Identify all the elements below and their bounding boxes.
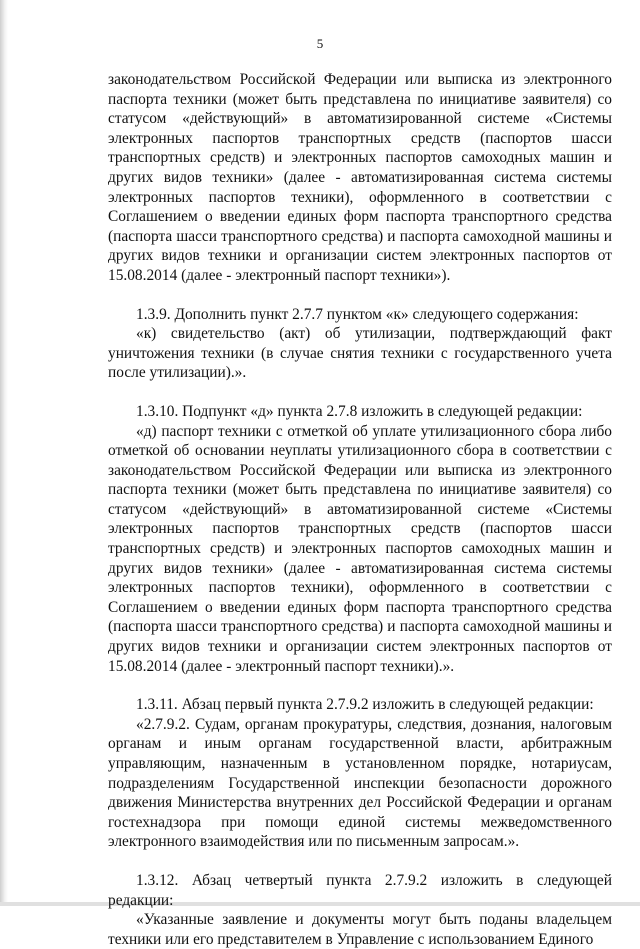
clause-1-3-11-text: «2.7.9.2. Судам, органам прокуратуры, следствия, дознания, налоговым органам и иным органам государственной власти, арбитражным управляющим, назначенным в установленном порядке, нотариусам, подразделениям Государственной инспекции безопасности дорожного движения Министерства внутренних дел Российской Федерации и органам гостехнадзора при помощи единой системы межведомственного электронного взаимодействия или по письменным запросам.». bbox=[108, 715, 612, 851]
clause-1-3-11-heading: 1.3.11. Абзац первый пункта 2.7.9.2 изложить в следующей редакции: bbox=[136, 696, 594, 714]
document-body bbox=[108, 70, 612, 949]
clause-1-3-12-text: «Указанные заявление и документы могут быть поданы владельцем техники или его представителем в Управление с использованием Единого bbox=[108, 911, 612, 948]
clause-1-3-10-text: «д) паспорт техники с отметкой об уплате утилизационного сбора либо отметкой об основании неуплаты утилизационного сбора в соответствии с законодательством Российской Федерации или выписка из электронного паспорта техники (может быть представлена по инициативе заявителя) со статусом «действующий» в автоматизированной системе «Системы электронных паспортов транспортных средств (паспортов шасси транспортных средств) и электронных паспортов самоходных машин и других видов техники» (далее - автоматизированная система системы электронных паспортов техники), оформленного в соответствии с Соглашением о введении единых форм паспорта транспортного средства (паспорта шасси транспортного средства) и паспорта самоходной машины и других видов техники и организации систем электронных паспортов от 15.08.2014 (далее - электронный паспорт техники).». bbox=[108, 422, 612, 675]
page-left-edge-shadow bbox=[0, 0, 8, 906]
clause-1-3-9-text: «к) свидетельство (акт) об утилизации, подтверждающий факт уничтожения техники (в случае снятия техники с государственного учета после утилизации).». bbox=[108, 325, 612, 382]
clause-1-3-10-heading: 1.3.10. Подпункт «д» пункта 2.7.8 изложить в следующей редакции: bbox=[136, 402, 583, 420]
clause-1-3-9-heading: 1.3.9. Дополнить пункт 2.7.7 пунктом «к» следующего содержания: bbox=[136, 305, 579, 323]
clause-1-3-12-heading: 1.3.12. Абзац четвертый пункта 2.7.9.2 изложить в следующей редакции: bbox=[108, 871, 612, 909]
page-number: 5 bbox=[316, 36, 324, 51]
paragraph-continuation: законодательством Российской Федерации или выписка из электронного паспорта техники (может быть представлена по инициативе заявителя) со статусом «действующий» в автоматизированной системе «Системы электронных паспортов транспортных средств (паспортов шасси транспортных средств) и электронных паспортов самоходных машин и других видов техники» (далее - автоматизированная система системы электронных паспортов техники), оформленного в соответствии с Соглашением о введении единых форм паспорта транспортного средства (паспорта шасси транспортного средства) и паспорта самоходной машины и других видов техники и организации систем электронных паспортов от 15.08.2014 (далее - электронный паспорт техники»). bbox=[108, 71, 612, 284]
